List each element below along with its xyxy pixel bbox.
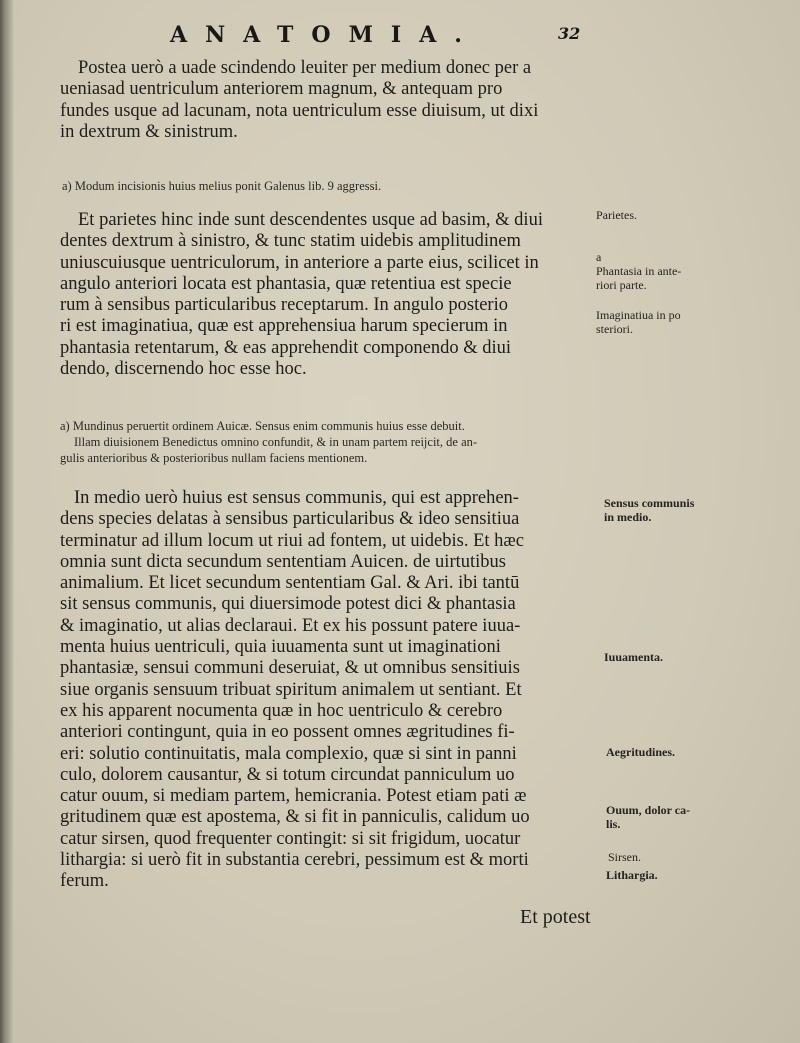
- text-line: anteriori contingunt, quia in eo possent omnes ægritudines fi-: [60, 722, 515, 743]
- text-line: gritudinem quæ est apostema, & si fit in panniculis, calidum uo: [60, 807, 530, 828]
- text-line: dendo, discernendo hoc esse hoc.: [60, 359, 307, 380]
- margin-note-line: lis.: [606, 817, 621, 831]
- text-line: dentes dextrum à sinistro, & tunc statim uidebis amplitudinem: [60, 231, 521, 252]
- paragraph-parietes: [60, 210, 600, 380]
- text-line: sit sensus communis, qui diuersimode potest dici & phantasia: [60, 594, 516, 615]
- text-line: In medio uerò huius est sensus communis, qui est apprehen-: [74, 488, 519, 508]
- annotation-galen: [62, 178, 602, 194]
- text-line: & imaginatio, ut alias declaraui. Et ex his possunt patere iuua-: [60, 615, 521, 636]
- text-line: ri est imaginatiua, quæ est apprehensiua harum specierum in: [60, 316, 508, 337]
- text-line: catur ouum, si mediam partem, hemicrania. Potest etiam pati æ: [60, 786, 527, 807]
- text-line: omnia sunt dicta secundum sententiam Auicen. de uirtutibus: [60, 551, 506, 572]
- text-line: eri: solutio continuitatis, mala complexio, quæ si sint in panni: [60, 743, 517, 764]
- text-line: terminatur ad illum locum ut riui ad fontem, ut uidebis. Et hæc: [60, 530, 524, 551]
- text-line: ex his apparent nocumenta quæ in hoc uentriculo & cerebro: [60, 700, 503, 721]
- note-line: a) Modum incisionis huius melius ponit Galenus lib. 9 aggressi.: [62, 179, 382, 193]
- margin-note-line: Aegritudines.: [606, 745, 675, 759]
- margin-note-line: Sirsen.: [608, 850, 641, 864]
- text-line: menta huius uentriculi, quia iuuamenta sunt ut imaginationi: [60, 637, 501, 658]
- page-header: [0, 22, 800, 52]
- text-line: Et parietes hinc inde sunt descendentes usque ad basim, & diui: [78, 210, 543, 230]
- text-line: rum à sensibus particularibus receptarum. In angulo posterio: [60, 295, 508, 316]
- text-line: uniuscuiusque uentriculorum, in anteriore a parte eius, scilicet in: [60, 252, 539, 273]
- margin-note-line: Parietes.: [596, 208, 637, 222]
- text-line: animalium. Et licet secundum sententiam Gal. & Ari. ibi tantū: [60, 573, 520, 594]
- margin-note-aegritudines: [606, 745, 675, 759]
- margin-note-line: riori parte.: [596, 278, 647, 292]
- note-line: Illam diuisionem Benedictus omnino confundit, & in unam partem reijcit, de an-: [74, 435, 478, 449]
- text-line: angulo anteriori locata est phantasia, quæ retentiua est specie: [60, 273, 512, 294]
- margin-note-line: Phantasia in ante-: [596, 264, 682, 278]
- text-line: dens species delatas à sensibus particularibus & ideo sensitiua: [60, 509, 520, 530]
- margin-note-line: Sensus communis: [604, 496, 695, 510]
- margin-note-line: Lithargia.: [606, 868, 658, 882]
- annotation-mundinus: [60, 418, 605, 466]
- text-line: Postea uerò a uade scindendo leuiter per medium donec per a: [78, 58, 532, 78]
- paragraph-sensus-communis: [60, 488, 600, 893]
- margin-note-ouum: [606, 803, 690, 831]
- text-line: culo, dolorem causantur, & si totum circundat panniculum uo: [60, 764, 515, 785]
- text-line: phantasiæ, sensui communi deseruiat, & ut omnibus sensitiuis: [60, 658, 520, 679]
- text-line: siue organis sensuum tribuat spiritum animalem ut sentiant. Et: [60, 679, 522, 700]
- margin-note-sirsen: [608, 850, 641, 864]
- margin-note-line: Ouum, dolor ca-: [606, 803, 691, 817]
- margin-note-phantasia: [596, 250, 681, 292]
- margin-note-line: Iuuamenta.: [604, 650, 664, 664]
- margin-note-line: steriori.: [596, 322, 633, 336]
- running-head: ANATOMIA.: [170, 22, 480, 48]
- note-line: a) Mundinus peruertit ordinem Auicæ. Sensus enim communis huius esse debuit.: [60, 419, 465, 433]
- text-line: ferum.: [60, 871, 109, 892]
- text-line: in dextrum & sinistrum.: [60, 121, 238, 142]
- text-line: phantasia retentarum, & eas apprehendit componendo & diui: [60, 337, 512, 358]
- text-line: ueniasad uentriculum anteriorem magnum, & antequam pro: [60, 79, 503, 100]
- text-line: fundes usque ad lacunam, nota uentriculum esse diuisum, ut dixi: [60, 100, 539, 121]
- margin-note-imaginatiua: [596, 308, 681, 336]
- binding-gutter: [0, 0, 14, 1043]
- margin-note-iuuamenta: [604, 650, 663, 664]
- margin-note-parietes: [596, 208, 637, 222]
- margin-note-lithargia: [606, 868, 658, 882]
- text-line: lithargia: si uerò fit in substantia cerebri, pessimum est & morti: [60, 850, 529, 871]
- margin-note-line: a: [596, 250, 602, 264]
- catchword: Et potest: [520, 906, 591, 928]
- margin-note-line: Imaginatiua in po: [596, 308, 681, 322]
- paragraph-incision: [60, 58, 620, 143]
- folio-number: 32: [558, 24, 581, 43]
- margin-note-line: in medio.: [604, 510, 652, 524]
- note-line: gulis anterioribus & posterioribus nullam faciens mentionem.: [60, 451, 368, 465]
- margin-note-sensus-communis: [604, 496, 694, 524]
- text-line: catur sirsen, quod frequenter contingit: si sit frigidum, uocatur: [60, 828, 521, 849]
